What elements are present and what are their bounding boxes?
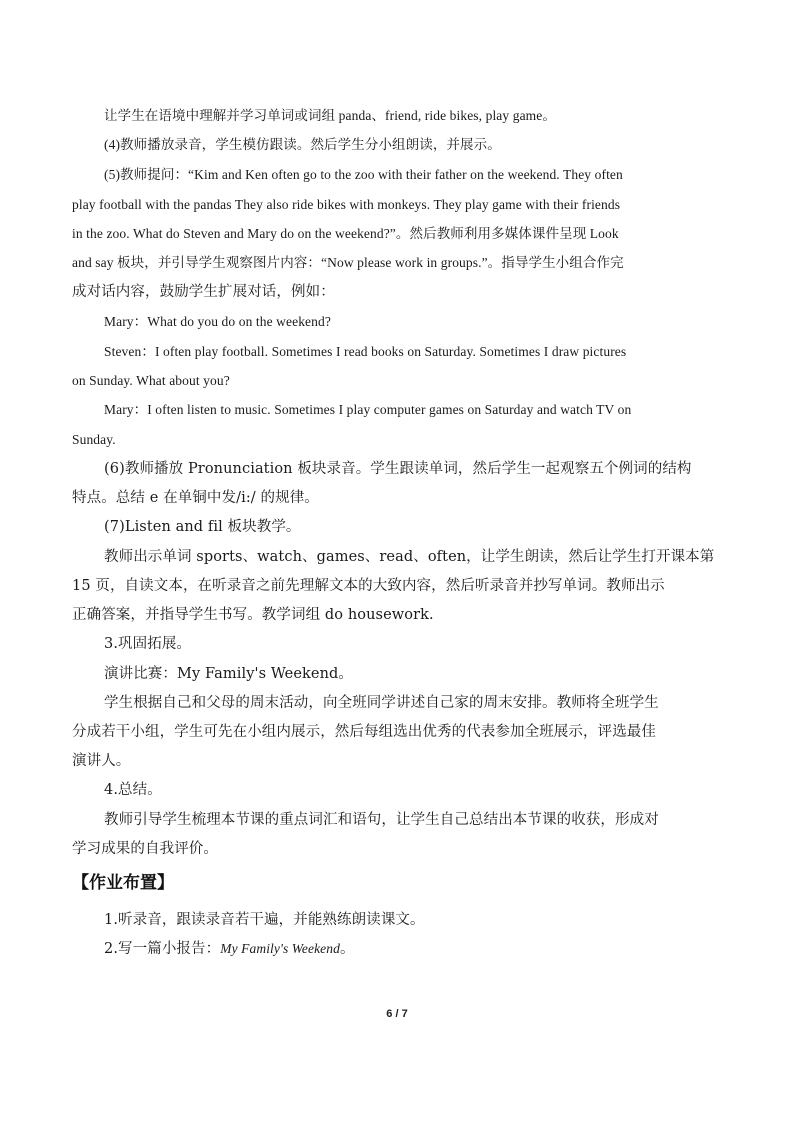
text-line-17: 教师引导学生梳理本节课的重点词汇和语句，让学生自己总结出本节课的收获，形成对 (104, 812, 659, 828)
text-line-16: 演讲人。 (72, 753, 131, 769)
dialogue-line-4: Mary：I often listen to music. Sometimes I play computer games on Saturday and watch TV on (104, 402, 632, 417)
text-line-7: 成对话内容，鼓励学生扩展对话，例如： (72, 284, 335, 300)
text-line-12: 15 页，自读文本，在听录音之前先理解文本的大致内容，然后听录音并抄写单词。教师出示 (72, 578, 665, 594)
dialogue-line-2: Steven：I often play football. Sometimes I read books on Saturday. Sometimes I draw pictures (104, 344, 627, 359)
homework-item-2-title: My Family's Weekend (220, 941, 340, 956)
text-line-14: 学生根据自己和父母的周末活动，向全班同学讲述自己家的周末安排。教师将全班学生 (104, 695, 659, 711)
dialogue-line-5: Sunday. (72, 432, 116, 447)
dialogue-line-1: Mary：What do you do on the weekend? (104, 314, 331, 329)
text-line-18: 学习成果的自我评价。 (72, 841, 218, 857)
speech-contest-line: 演讲比赛：My Family's Weekend。 (104, 666, 353, 682)
section-3-title: 3.巩固拓展。 (104, 636, 192, 652)
homework-item-1: 1.听录音，跟读录音若干遍，并能熟练朗读课文。 (104, 912, 425, 928)
homework-heading: 【作业布置】 (72, 873, 174, 893)
dialogue-line-3: on Sunday. What about you? (72, 373, 230, 388)
homework-item-2 (104, 939, 355, 959)
text-line-4: play football with the pandas They also ride bikes with monkeys. They play game with their friends (72, 197, 621, 212)
text-line-8: (6)教师播放 Pronunciation 板块录音。学生跟读单词，然后学生一起观察五个例词的结构 (104, 461, 692, 477)
page-number: 6 / 7 (386, 1008, 408, 1020)
text-line-2: (4)教师播放录音，学生模仿跟读。然后学生分小组朗读，并展示。 (104, 137, 501, 152)
text-line-15: 分成若干小组，学生可先在小组内展示，然后每组选出优秀的代表参加全班展示，评选最佳 (72, 724, 656, 740)
text-line-6: and say 板块，并引导学生观察图片内容：“Now please work in groups.”。指导学生小组合作完 (72, 255, 624, 270)
text-line-9: 特点。总结 e 在单铜中发/i:/ 的规律。 (72, 490, 319, 506)
text-line-3: (5)教师提问：“Kim and Ken often go to the zoo with their father on the weekend. They often (104, 167, 623, 182)
text-line-13: 正确答案，并指导学生书写。教学词组 do housework. (72, 607, 434, 623)
section-4-title: 4.总结。 (104, 782, 162, 798)
text-line-11: 教师出示单词 sports、watch、games、read、often，让学生朗读，然后让学生打开课本第 (104, 549, 715, 565)
text-line-1: 让学生在语境中理解并学习单词或词组 panda、friend, ride bikes, play game。 (104, 108, 556, 123)
homework-item-2-prefix: 2.写一篇小报告： (104, 941, 221, 957)
text-line-5: in the zoo. What do Steven and Mary do on the weekend?”。然后教师利用多媒体课件呈现 Look (72, 226, 619, 241)
text-line-10: (7)Listen and fil 板块教学。 (104, 519, 301, 535)
homework-item-2-suffix: 。 (339, 941, 355, 957)
